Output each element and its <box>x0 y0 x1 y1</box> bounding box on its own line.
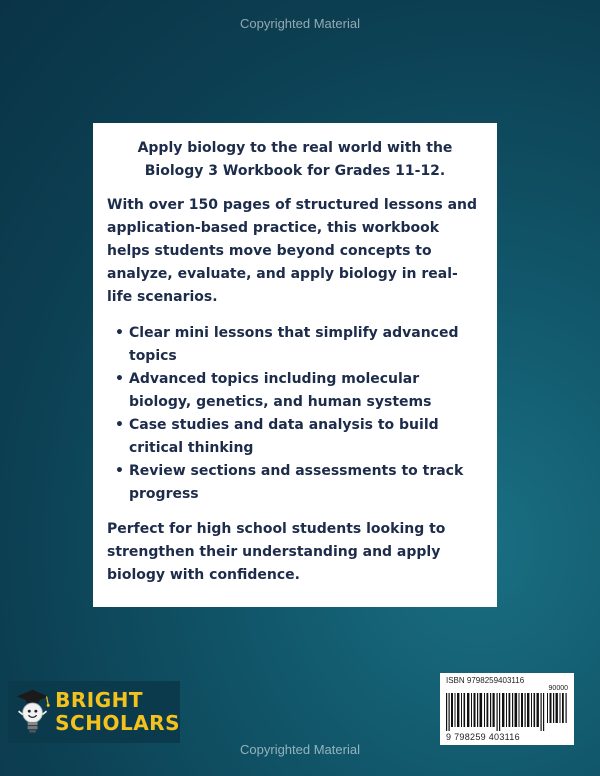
feature-item: • Clear mini lessons that simplify advanced topics <box>107 322 483 368</box>
intro-text: Apply biology to the real world with the Biology 3 Workbook for Grades 11-12. <box>137 140 453 179</box>
isbn-label: ISBN 9798259403116 <box>446 676 525 685</box>
logo-line-1: BRIGHT <box>55 688 144 712</box>
isbn-barcode <box>440 673 574 745</box>
feature-item: • Advanced topics including molecular biology, genetics, and human systems <box>107 368 483 414</box>
copyright-watermark-top: Copyrighted Material <box>240 16 360 31</box>
closing-text: Perfect for high school students looking to strengthen their understanding and apply biology with confidence. <box>107 521 446 583</box>
barcode-bars <box>444 685 570 731</box>
description-panel <box>93 123 497 607</box>
feature-item: • Review sections and assessments to track progress <box>107 460 483 506</box>
isbn-digits: 9 798259 403116 <box>446 732 520 742</box>
publisher-name <box>55 689 180 735</box>
feature-list <box>107 322 483 506</box>
price-code: 90000 <box>548 685 568 692</box>
graduation-lightbulb-icon <box>12 681 53 743</box>
logo-line-2: SCHOLARS <box>55 711 180 735</box>
publisher-logo <box>8 681 180 743</box>
description-paragraph: With over 150 pages of structured lessons and application-based practice, this workbook helps students move beyond concepts to analyze, evaluate, and apply biology in real-life scenarios. <box>107 197 478 305</box>
copyright-watermark-bottom: Copyrighted Material <box>240 742 360 757</box>
feature-item: • Case studies and data analysis to build critical thinking <box>107 414 483 460</box>
